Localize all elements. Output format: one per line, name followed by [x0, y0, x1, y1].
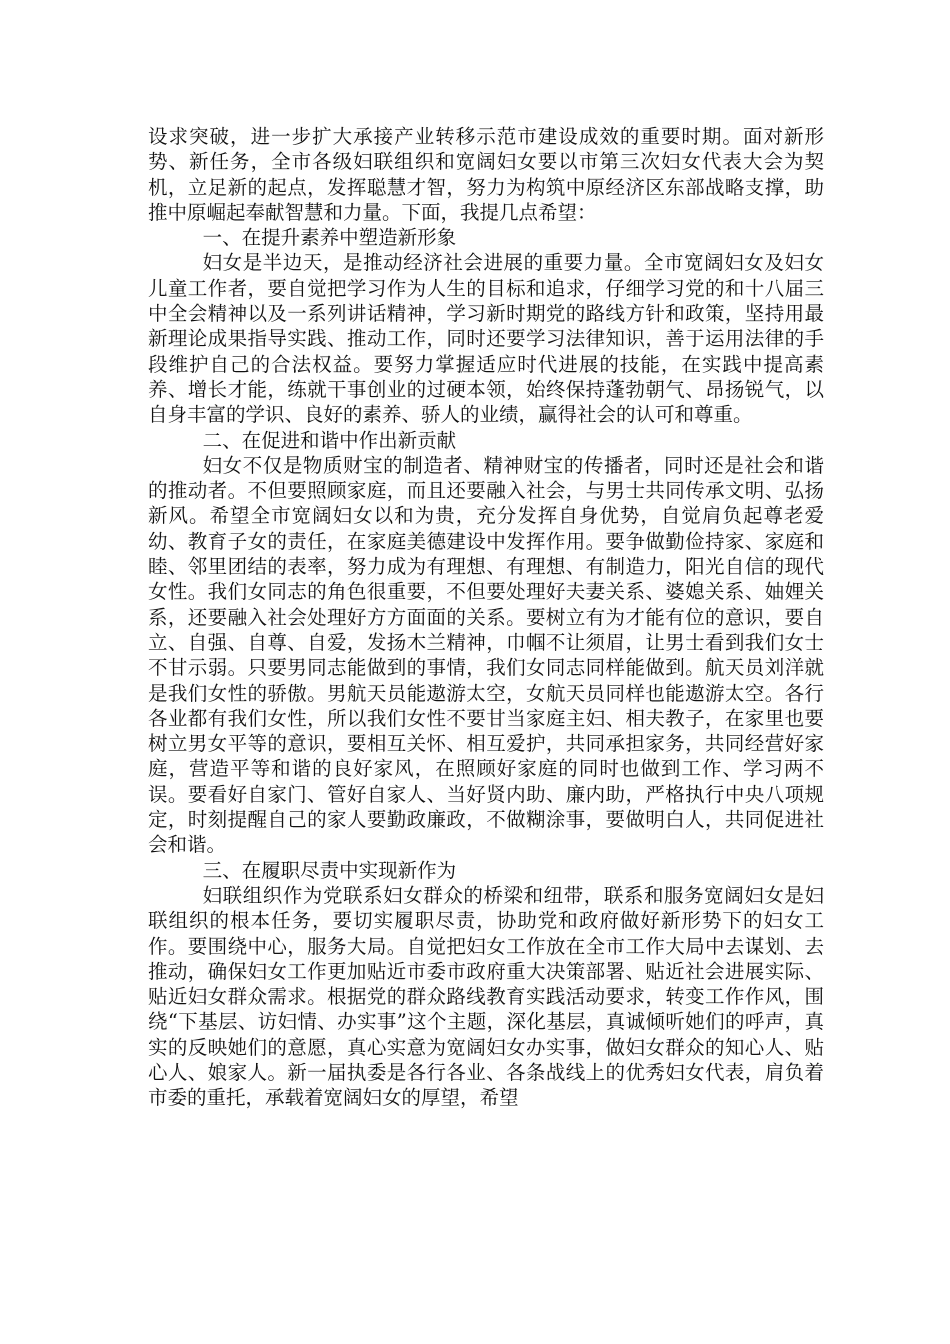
document-body: [148, 124, 824, 1111]
section-heading-1: 一、在提升素养中塑造新形象: [202, 226, 457, 250]
paragraph-section-3: 妇联组织作为党联系妇女群众的桥梁和纽带，联系和服务宽阔妇女是妇联组织的根本任务，要切实履职尽责，协助党和政府做好新形势下的妇女工作。要围绕中心，服务大局。自觉把妇女工作放在全市工作大局中去谋划、去推动，确保妇女工作更加贴近市委市政府重大决策部署、贴近社会进展实际、贴近妇女群众需求。根据党的群众路线教育实践活动要求，转变工作作风，围绕“下基层、访妇情、办实事”这个主题，深化基层，真诚倾听她们的呼声，真实的反映她们的意愿，真心实意为宽阔妇女办实事，做妇女群众的知心人、贴心人、娘家人。新一届执委是各行各业、各条战线上的优秀妇女代表，肩负着市委的重托，承载着宽阔妇女的厚望，希望: [148, 883, 824, 1110]
paragraph-section-1: 妇女是半边天，是推动经济社会进展的重要力量。全市宽阔妇女及妇女儿童工作者，要自觉把学习作为人生的目标和追求，仔细学习党的和十八届三中全会精神以及一系列讲话精神，学习新时期党的路线方针和政策，坚持用最新理论成果指导实践、推动工作，同时还要学习法律知识，善于运用法律的手段维护自己的合法权益。要努力掌握适应时代进展的技能，在实践中提高素养、增长才能，练就干事创业的过硬本领，始终保持蓬勃朝气、昂扬锐气，以自身丰富的学识、良好的素养、骄人的业绩，赢得社会的认可和尊重。: [148, 251, 824, 427]
section-heading-3: 三、在履职尽责中实现新作为: [202, 858, 457, 882]
paragraph-intro-continued: 设求突破，进一步扩大承接产业转移示范市建设成效的重要时期。面对新形势、新任务，全市各级妇联组织和宽阔妇女要以市第三次妇女代表大会为契机，立足新的起点，发挥聪慧才智，努力为构筑中原经济区东部战略支撑，助推中原崛起奉献智慧和力量。下面，我提几点希望：: [148, 125, 824, 224]
paragraph-section-2: 妇女不仅是物质财宝的制造者、精神财宝的传播者，同时还是社会和谐的推动者。不但要照顾家庭，而且还要融入社会，与男士共同传承文明、弘扬新风。希望全市宽阔妇女以和为贵，充分发挥自身优势，自觉肩负起尊老爱幼、教育子女的责任，在家庭美德建设中发挥作用。要争做勤俭持家、家庭和睦、邻里团结的表率，努力成为有理想、有理想、有制造力，阳光自信的现代女性。我们女同志的角色很重要，不但要处理好夫妻关系、婆媳关系、妯娌关系，还要融入社会处理好方方面面的关系。要树立有为才能有位的意识，要自立、自强、自尊、自爱，发扬木兰精神，巾帼不让须眉，让男士看到我们女士不甘示弱。只要男同志能做到的事情，我们女同志同样能做到。航天员刘洋就是我们女性的骄傲。男航天员能遨游太空，女航天员同样也能遨游太空。各行各业都有我们女性，所以我们女性不要甘当家庭主妇、相夫教子，在家里也要树立男女平等的意识，要相互关怀、相互爱护，共同承担家务，共同经营好家庭，营造平等和谐的良好家风，在照顾好家庭的同时也做到工作、学习两不误。要看好自家门、管好自家人、当好贤内助、廉内助，严格执行中央八项规定，时刻提醒自己的家人要勤政廉政，不做糊涂事，要做明白人，共同促进社会和谐。: [148, 453, 824, 857]
section-heading-2: 二、在促进和谐中作出新贡献: [202, 428, 457, 452]
